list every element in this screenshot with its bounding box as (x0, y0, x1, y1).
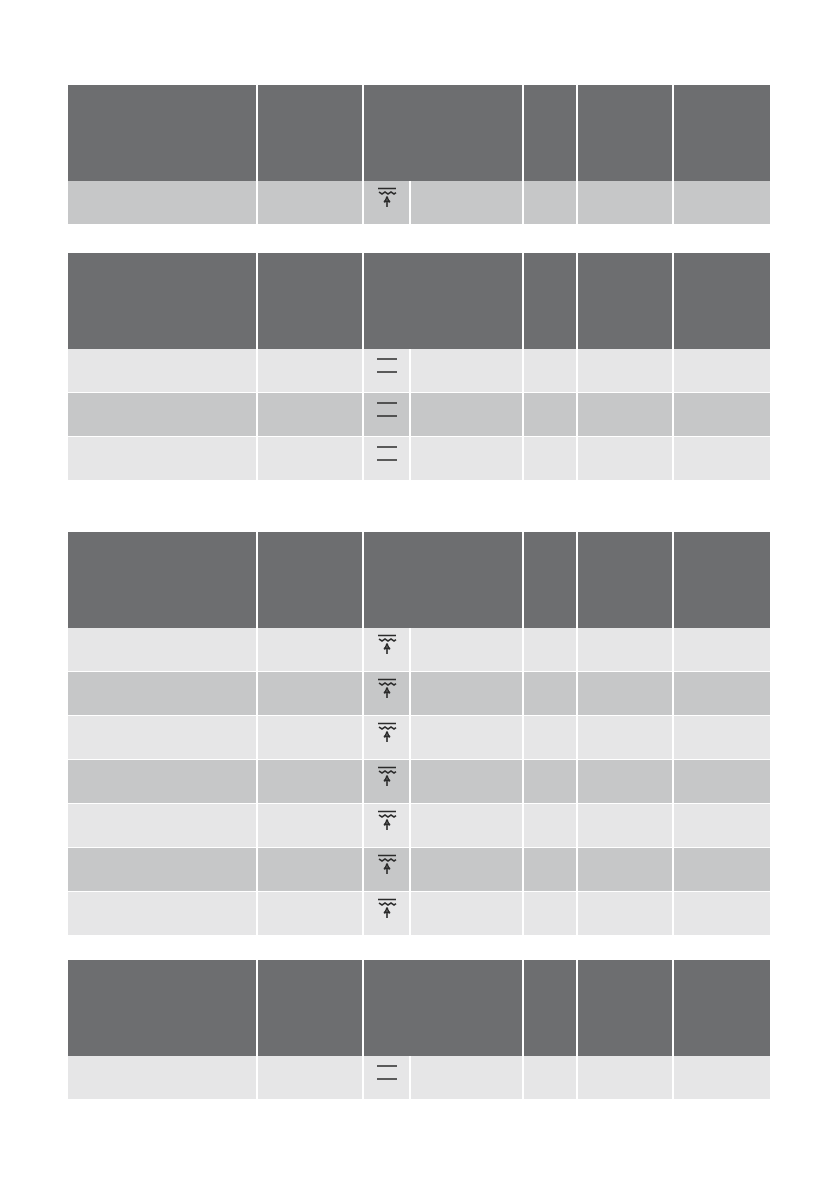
table-row (68, 349, 770, 392)
fan-heating-icon (377, 766, 397, 788)
table-row (68, 847, 770, 891)
top-bottom-heat-icon (376, 355, 398, 377)
top-bottom-heat-icon (376, 443, 398, 465)
header-cell-1 (68, 85, 258, 181)
table-header (68, 532, 770, 628)
table-row (68, 628, 770, 671)
table-row (68, 671, 770, 715)
header-cell-4 (524, 85, 578, 181)
fan-heating-icon (377, 678, 397, 700)
table-2 (68, 253, 770, 480)
table-header (68, 253, 770, 349)
fan-heating-icon (377, 854, 397, 876)
top-bottom-heat-icon (376, 399, 398, 421)
header-cell-6 (674, 85, 770, 181)
table-4 (68, 960, 770, 1099)
fan-heating-icon (377, 187, 397, 209)
table-header (68, 960, 770, 1056)
table-1 (68, 85, 770, 224)
table-row (68, 392, 770, 436)
table-header (68, 85, 770, 181)
table-row (68, 759, 770, 803)
fan-heating-icon (377, 898, 397, 920)
fan-heating-icon (377, 810, 397, 832)
table-3 (68, 532, 770, 935)
header-cell-5 (578, 85, 674, 181)
table-row (68, 181, 770, 224)
fan-heating-icon (377, 722, 397, 744)
table-row (68, 891, 770, 935)
fan-heating-icon (377, 634, 397, 656)
header-cell-3 (364, 85, 524, 181)
table-row (68, 436, 770, 480)
table-row (68, 1056, 770, 1099)
table-row (68, 803, 770, 847)
header-cell-2 (258, 85, 364, 181)
top-bottom-heat-icon (376, 1062, 398, 1084)
table-row (68, 715, 770, 759)
